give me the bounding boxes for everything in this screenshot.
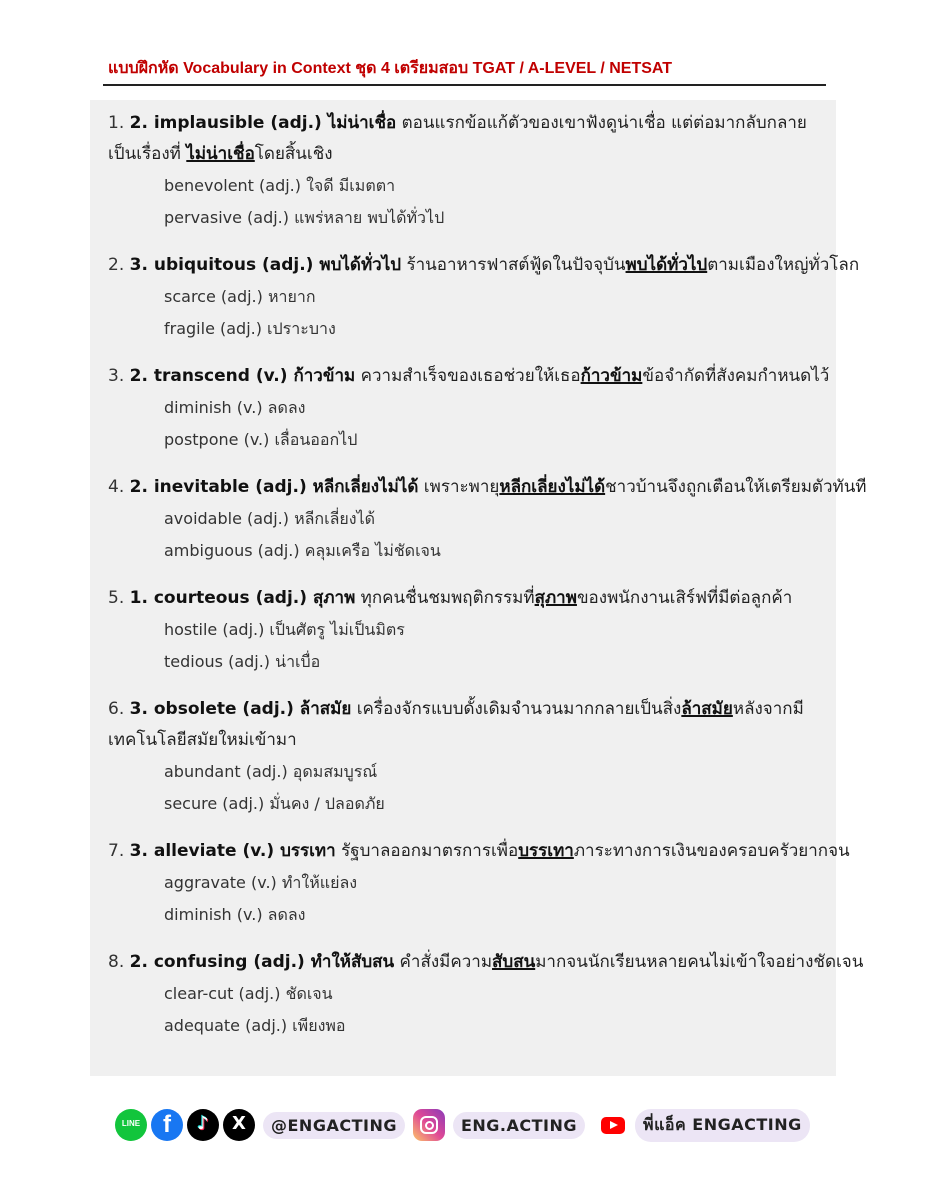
distractor-option: abundant (adj.) อุดมสมบูรณ์ bbox=[164, 762, 378, 781]
item-number: 4. bbox=[108, 477, 125, 497]
correct-answer: 2. transcend (v.) ก้าวข้าม bbox=[129, 366, 356, 386]
sentence-end: ภาระทางการเงินของครอบครัวยากจน bbox=[573, 841, 850, 861]
distractor-option: postpone (v.) เลื่อนออกไป bbox=[164, 429, 358, 449]
correct-answer: 3. obsolete (adj.) ล้าสมัย bbox=[129, 699, 352, 719]
distractor-option: diminish (v.) ลดลง bbox=[164, 904, 306, 924]
sentence-start: เพราะพายุ bbox=[418, 477, 500, 497]
answer-item-7 bbox=[108, 836, 850, 930]
tiktok-icon[interactable]: ♪ bbox=[187, 1109, 219, 1141]
correct-answer: 2. implausible (adj.) ไม่น่าเชื่อ bbox=[129, 113, 397, 133]
line-icon[interactable] bbox=[115, 1109, 147, 1141]
answer-line bbox=[108, 108, 824, 170]
distractor-option: scarce (adj.) หายาก bbox=[164, 287, 316, 306]
page-title: แบบฝึกหัด Vocabulary in Context ชุด 4 เตรียมสอบ TGAT / A-LEVEL / NETSAT bbox=[108, 60, 673, 77]
correct-answer: 2. confusing (adj.) ทำให้สับสน bbox=[129, 952, 395, 972]
highlighted-word: ไม่น่าเชื่อ bbox=[186, 144, 255, 164]
highlighted-word: ก้าวข้าม bbox=[580, 366, 643, 386]
item-number: 5. bbox=[108, 588, 125, 608]
sentence-start: ตอนแรกข้อแก้ตัวของเขาฟังดูน่าเชื่อ แต่ต่อมากลับกลายเป็นเรื่องที่ bbox=[108, 113, 807, 164]
sentence-start: เครื่องจักรแบบดั้งเดิมจำนวนมากกลายเป็นสิ่ง bbox=[351, 699, 682, 719]
social-footer bbox=[115, 1107, 814, 1143]
distractor-option: aggravate (v.) ทำให้แย่ลง bbox=[164, 873, 358, 892]
highlighted-word: บรรเทา bbox=[518, 841, 574, 861]
sentence-start: ร้านอาหารฟาสต์ฟู้ดในปัจจุบัน bbox=[401, 255, 626, 275]
youtube-icon[interactable] bbox=[601, 1117, 625, 1134]
sentence-end: ของพนักงานเสิร์ฟที่มีต่อลูกค้า bbox=[576, 588, 793, 608]
distractor-option: fragile (adj.) เปราะบาง bbox=[164, 318, 336, 338]
distractor-option: diminish (v.) ลดลง bbox=[164, 398, 306, 417]
answer-line bbox=[108, 250, 860, 281]
item-number: 1. bbox=[108, 113, 125, 133]
sentence-end: ตามเมืองใหญ่ทั่วโลก bbox=[707, 255, 860, 275]
answer-item-1 bbox=[108, 108, 824, 233]
answer-item-5 bbox=[108, 583, 824, 677]
sentence-start: คำสั่งมีความ bbox=[394, 952, 493, 972]
distractor-option: ambiguous (adj.) คลุมเครือ ไม่ชัดเจน bbox=[164, 540, 441, 560]
answer-line bbox=[108, 472, 867, 503]
answer-item-2 bbox=[108, 250, 860, 344]
sentence-start: ทุกคนชื่นชมพฤติกรรมที่ bbox=[355, 588, 535, 608]
sentence-start: รัฐบาลออกมาตรการเพื่อ bbox=[335, 841, 519, 861]
distractor-option: hostile (adj.) เป็นศัตรู ไม่เป็นมิตร bbox=[164, 620, 405, 639]
correct-answer: 3. ubiquitous (adj.) พบได้ทั่วไป bbox=[129, 255, 402, 275]
handle-engacting[interactable]: @ENGACTING bbox=[263, 1112, 405, 1139]
sentence-end: หลังจากมีเทคโนโลยีสมัยใหม่เข้ามา bbox=[108, 699, 804, 750]
highlighted-word: หลีกเลี่ยงไม่ได้ bbox=[499, 477, 606, 497]
answer-list bbox=[108, 108, 867, 1058]
distractor-option: benevolent (adj.) ใจดี มีเมตตา bbox=[164, 176, 396, 195]
sentence-end: ข้อจำกัดที่สังคมกำหนดไว้ bbox=[642, 366, 830, 386]
answer-line bbox=[108, 836, 850, 867]
facebook-icon[interactable]: f bbox=[151, 1109, 183, 1141]
sentence-start: ความสำเร็จของเธอช่วยให้เธอ bbox=[355, 366, 581, 386]
handle-youtube[interactable]: พี่แอ็ค ENGACTING bbox=[635, 1109, 810, 1142]
answer-item-3 bbox=[108, 361, 830, 455]
answer-line bbox=[108, 583, 824, 614]
answer-item-4 bbox=[108, 472, 867, 566]
answer-item-8 bbox=[108, 947, 864, 1041]
item-number: 6. bbox=[108, 699, 125, 719]
distractor-option: adequate (adj.) เพียงพอ bbox=[164, 1015, 346, 1035]
sentence-end: ชาวบ้านจึงถูกเตือนให้เตรียมตัวทันที bbox=[605, 477, 867, 497]
distractor-option: secure (adj.) มั่นคง / ปลอดภัย bbox=[164, 793, 385, 813]
header-divider bbox=[103, 84, 826, 86]
distractor-option: avoidable (adj.) หลีกเลี่ยงได้ bbox=[164, 509, 375, 528]
x-icon[interactable]: X bbox=[223, 1109, 255, 1141]
highlighted-word: สับสน bbox=[492, 952, 536, 972]
highlighted-word: สุภาพ bbox=[534, 588, 577, 608]
distractor-option: tedious (adj.) น่าเบื่อ bbox=[164, 651, 321, 671]
item-number: 7. bbox=[108, 841, 125, 861]
answer-item-6 bbox=[108, 694, 824, 819]
item-number: 2. bbox=[108, 255, 125, 275]
answer-line bbox=[108, 694, 824, 756]
answer-line bbox=[108, 361, 830, 392]
handle-eng-acting[interactable]: ENG.ACTING bbox=[453, 1112, 585, 1139]
instagram-icon[interactable] bbox=[413, 1109, 445, 1141]
sentence-end: มากจนนักเรียนหลายคนไม่เข้าใจอย่างชัดเจน bbox=[535, 952, 864, 972]
correct-answer: 3. alleviate (v.) บรรเทา bbox=[129, 841, 336, 861]
item-number: 3. bbox=[108, 366, 125, 386]
line-icon-label: LINE bbox=[121, 1119, 141, 1128]
highlighted-word: พบได้ทั่วไป bbox=[625, 255, 708, 275]
correct-answer: 1. courteous (adj.) สุภาพ bbox=[129, 588, 356, 608]
correct-answer: 2. inevitable (adj.) หลีกเลี่ยงไม่ได้ bbox=[129, 477, 419, 497]
distractor-option: pervasive (adj.) แพร่หลาย พบได้ทั่วไป bbox=[164, 207, 445, 227]
item-number: 8. bbox=[108, 952, 125, 972]
sentence-end: โดยสิ้นเชิง bbox=[254, 144, 333, 164]
answer-line bbox=[108, 947, 864, 978]
highlighted-word: ล้าสมัย bbox=[681, 699, 733, 719]
distractor-option: clear-cut (adj.) ชัดเจน bbox=[164, 984, 333, 1003]
